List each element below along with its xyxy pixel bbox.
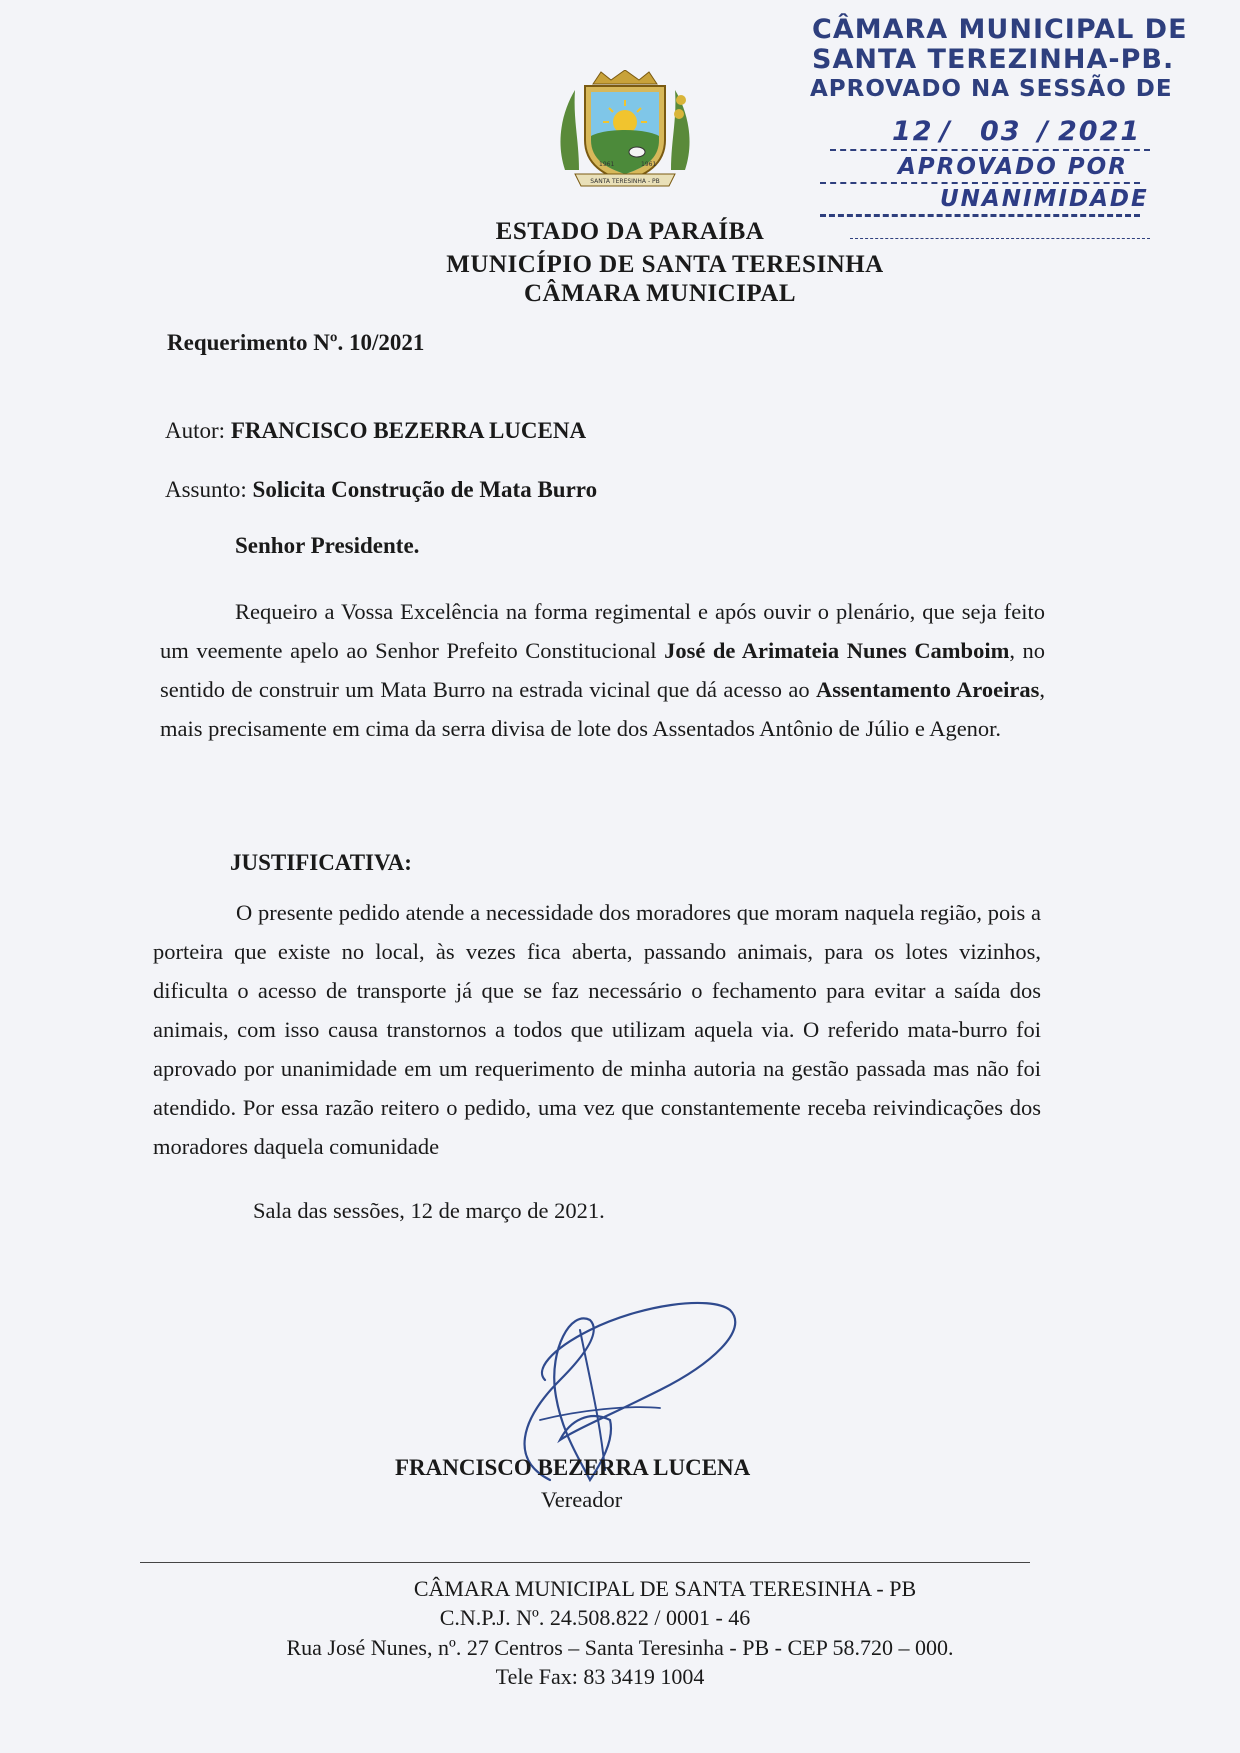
salutation: Senhor Presidente. (235, 533, 420, 558)
stamp-note-underline (820, 182, 1140, 184)
header-state: ESTADO DA PARAÍBA (495, 218, 765, 245)
body-text-3: , mais precisamente em cima da serra divisa de lote dos Assentados Antônio de Júlio e Agenor. (160, 677, 1045, 741)
stamp-note-line-1: APROVADO POR (898, 154, 1128, 180)
stamp-date-sep: / (1038, 116, 1050, 147)
body-paragraph (160, 592, 1045, 748)
stamp-date-underline (830, 149, 1150, 151)
footer-phone: Tele Fax: 83 3419 1004 (495, 1664, 705, 1689)
footer-cnpj: C.N.P.J. Nº. 24.508.822 / 0001 - 46 (439, 1605, 751, 1630)
settlement-name: Assentamento Aroeiras (815, 677, 1040, 702)
signer-role: Vereador (541, 1487, 623, 1512)
body-text-2: , no sentido de construir um Mata Burro na estrada vicinal que dá acesso ao (160, 638, 1046, 702)
subject-row (165, 477, 597, 503)
stamp-date-month: 03 (980, 116, 1022, 147)
stamp-date-day: 12 (892, 116, 934, 147)
crest-year-right: 1961 (641, 161, 657, 168)
crest-ribbon-text: SANTA TERESINHA - PB (590, 178, 660, 185)
request-number: Requerimento Nº. 10/2021 (167, 330, 425, 355)
stamp-date-year: 2021 (1058, 116, 1142, 147)
footer-line-1: CÂMARA MUNICIPAL DE SANTA TERESINHA - PB (413, 1576, 917, 1601)
justification-paragraph: O presente pedido atende a necessidade dos moradores que moram naquela região, pois a porteira que existe no local, às vezes fica aberta, passando animais, para os lotes vizinhos, dificulta o acesso de transporte já que se faz necessário o fechamento para evitar a saída dos animais, com isso causa transtornos a todos que utilizam aquela via. O referido mata-burro foi aprovado por unanimidade em um requerimento de minha autoria na gestão passada mas não foi atendido. Por essa razão reitero o pedido, uma vez que constantemente receba reivindicações dos moradores daquela comunidade (153, 900, 1041, 1159)
crest-year-left: 1961 (599, 161, 615, 168)
author-value: FRANCISCO BEZERRA LUCENA (230, 418, 587, 443)
stamp-line-2: SANTA TEREZINHA-PB. (812, 44, 1175, 75)
stamp-note-underline (820, 214, 1140, 217)
municipal-crest (545, 70, 705, 190)
stamp-date-sep: / (940, 116, 952, 147)
signer-name: FRANCISCO BEZERRA LUCENA (395, 1455, 751, 1480)
justification-heading: JUSTIFICATIVA: (230, 850, 412, 875)
closing-line: Sala das sessões, 12 de março de 2021. (253, 1198, 605, 1223)
header-chamber: CÂMARA MUNICIPAL (523, 280, 797, 307)
subject-label: Assunto: (165, 477, 247, 502)
mayor-name: José de Arimateia Nunes Camboim (664, 638, 1010, 663)
header-municipality: MUNICÍPIO DE SANTA TERESINHA (446, 251, 884, 278)
footer-address: Rua José Nunes, nº. 27 Centros – Santa Teresinha - PB - CEP 58.720 – 000. (286, 1635, 954, 1660)
author-row (165, 418, 586, 444)
subject-value: Solicita Construção de Mata Burro (252, 477, 598, 502)
author-label: Autor: (165, 418, 226, 443)
footer-rule (140, 1562, 1030, 1563)
stamp-line-1: CÂMARA MUNICIPAL DE (812, 14, 1188, 45)
stamp-line-3: APROVADO NA SESSÃO DE (810, 76, 1173, 102)
stamp-note-line-2: UNANIMIDADE (940, 186, 1149, 212)
body-text-1: Requeiro a Vossa Excelência na forma regimental e após ouvir o plenário, que seja feito um veemente apelo ao Senhor Prefeito Constitucional (160, 599, 1045, 663)
approval-stamp (790, 6, 1190, 246)
